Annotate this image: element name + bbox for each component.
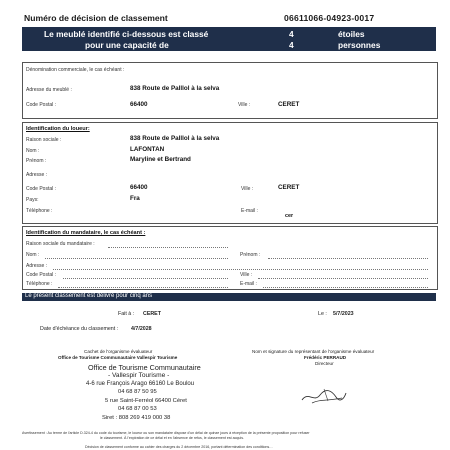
agent-last-name-label: Nom : [26, 252, 40, 258]
owner-email-value: cer [285, 213, 294, 219]
owner-postal-label: Code Postal : [26, 186, 57, 192]
decision-number: 06611066-04923-0017 [284, 13, 375, 23]
expiry-value: 4/7/2028 [131, 326, 152, 332]
owner-address-label: Adresse : [26, 172, 48, 178]
owner-country-label: Pays: [26, 197, 39, 203]
stamp-line7: Siret : 808 269 419 000 38 [102, 415, 171, 421]
summary-capacity-unit: personnes [338, 40, 381, 50]
owner-email-label: E-mail : [241, 208, 258, 214]
agent-address-label: Adresse : [26, 263, 48, 269]
summary-line2-text: pour une capacité de [85, 40, 169, 50]
agent-first-name-line [268, 258, 428, 259]
agent-company-label: Raison sociale du mandataire : [26, 241, 95, 247]
agent-email-line [263, 287, 428, 288]
stamp-line5: 5 rue Saint-Ferréol 66400 Céret [105, 398, 187, 404]
stamp-line2: - Vallespir Tourisme - [108, 372, 170, 379]
property-city-value: CERET [278, 101, 300, 108]
summary-stars-value: 4 [289, 29, 294, 39]
agent-last-name-line [45, 258, 228, 259]
owner-first-name-label: Prénom : [26, 158, 47, 164]
owner-last-name-label: Nom : [26, 148, 40, 154]
classification-summary-band [22, 27, 436, 51]
handwritten-signature [298, 385, 348, 407]
property-postal-label: Code Postal : [26, 102, 57, 108]
owner-section-heading: Identification du loueur: [26, 126, 90, 132]
agent-phone-label: Téléphone : [26, 281, 53, 287]
agent-section [22, 226, 438, 290]
agent-city-line [258, 278, 428, 279]
stamp-line3: 4-6 rue François Arago 66160 Le Boulou [86, 381, 195, 387]
stamp-line4: 04 68 87 50 95 [118, 389, 157, 395]
summary-stars-unit: étoiles [338, 29, 365, 39]
property-address-value: 838 Route de Palllol à la selva [130, 85, 220, 92]
agent-address-line [53, 269, 428, 270]
agent-email-label: E-mail : [240, 281, 257, 287]
owner-country-value: Fra [130, 195, 140, 202]
owner-section [22, 122, 438, 224]
done-at-label: Fait à : [118, 311, 135, 317]
owner-company-label: Raison sociale : [26, 137, 62, 143]
signature-caption: Nom et signature du représentant de l'organisme évaluateur [252, 349, 375, 354]
footer-warning-line1: Avertissement : Au terme de l'article D.324-4 du code du tourisme, le loueur ou son mandataire dispose d'un délai de quinze jours à réception de la présente proposition pour refuser [22, 431, 310, 435]
owner-last-name-value: LAFONTAN [130, 146, 165, 153]
validity-band [22, 293, 436, 301]
owner-first-name-value: Maryline et Bertrand [130, 156, 191, 163]
owner-phone-label: Téléphone : [26, 208, 53, 214]
signatory-name: Frédéric PERRAUD [304, 355, 347, 360]
date-value: 5/7/2023 [333, 311, 354, 317]
stamp-line1: Office de Tourisme Communautaire [88, 363, 201, 372]
property-address-label: Adresse du meublé : [26, 87, 72, 93]
signatory-title: Directeur [315, 361, 334, 366]
owner-postal-value: 66400 [130, 184, 148, 191]
footer-compliance-note: Décision de classement conforme au cahier des charges du 2 décembre 2016, portant détermination des conditions… [85, 445, 273, 449]
owner-city-value: CERET [278, 184, 300, 191]
owner-city-label: Ville : [241, 186, 254, 192]
organism-stamp [80, 363, 210, 425]
property-section [22, 62, 438, 119]
footer-warning-line2: le classement. À l'expiration de ce délai et en l'absence de refus, le classement est acquis. [100, 436, 245, 440]
stamp-line6: 04 68 87 00 53 [118, 406, 157, 412]
agent-phone-line [58, 287, 228, 288]
property-postal-value: 66400 [130, 101, 148, 108]
document-title: Numéro de décision de classement [24, 13, 168, 23]
agent-section-heading: Identification du mandataire, le cas échéant : [26, 230, 146, 236]
date-label: Le : [318, 311, 327, 317]
agent-first-name-label: Prénom : [240, 252, 261, 258]
agent-postal-line [63, 278, 228, 279]
summary-capacity-value: 4 [289, 40, 294, 50]
agent-company-line [108, 247, 228, 248]
stamp-organism-caption: Office de Tourisme Communautaire Vallespir Tourisme [58, 355, 178, 360]
stamp-caption: Cachet de l'organisme évaluateur [84, 349, 153, 354]
done-at-value: CERET [143, 311, 161, 317]
summary-line1-text: Le meublé identifié ci-dessous est classé [44, 29, 209, 39]
property-city-label: Ville : [238, 102, 251, 108]
trade-name-label: Dénomination commerciale, le cas échéant : [26, 67, 125, 73]
validity-band-text: Le présent classement est délivré pour cinq ans [25, 293, 153, 299]
expiry-label: Date d'échéance du classement : [40, 326, 119, 332]
agent-postal-label: Code Postal : [26, 272, 57, 278]
owner-company-value: 838 Route de Palllol à la selva [130, 135, 220, 142]
agent-city-label: Ville : [240, 272, 253, 278]
